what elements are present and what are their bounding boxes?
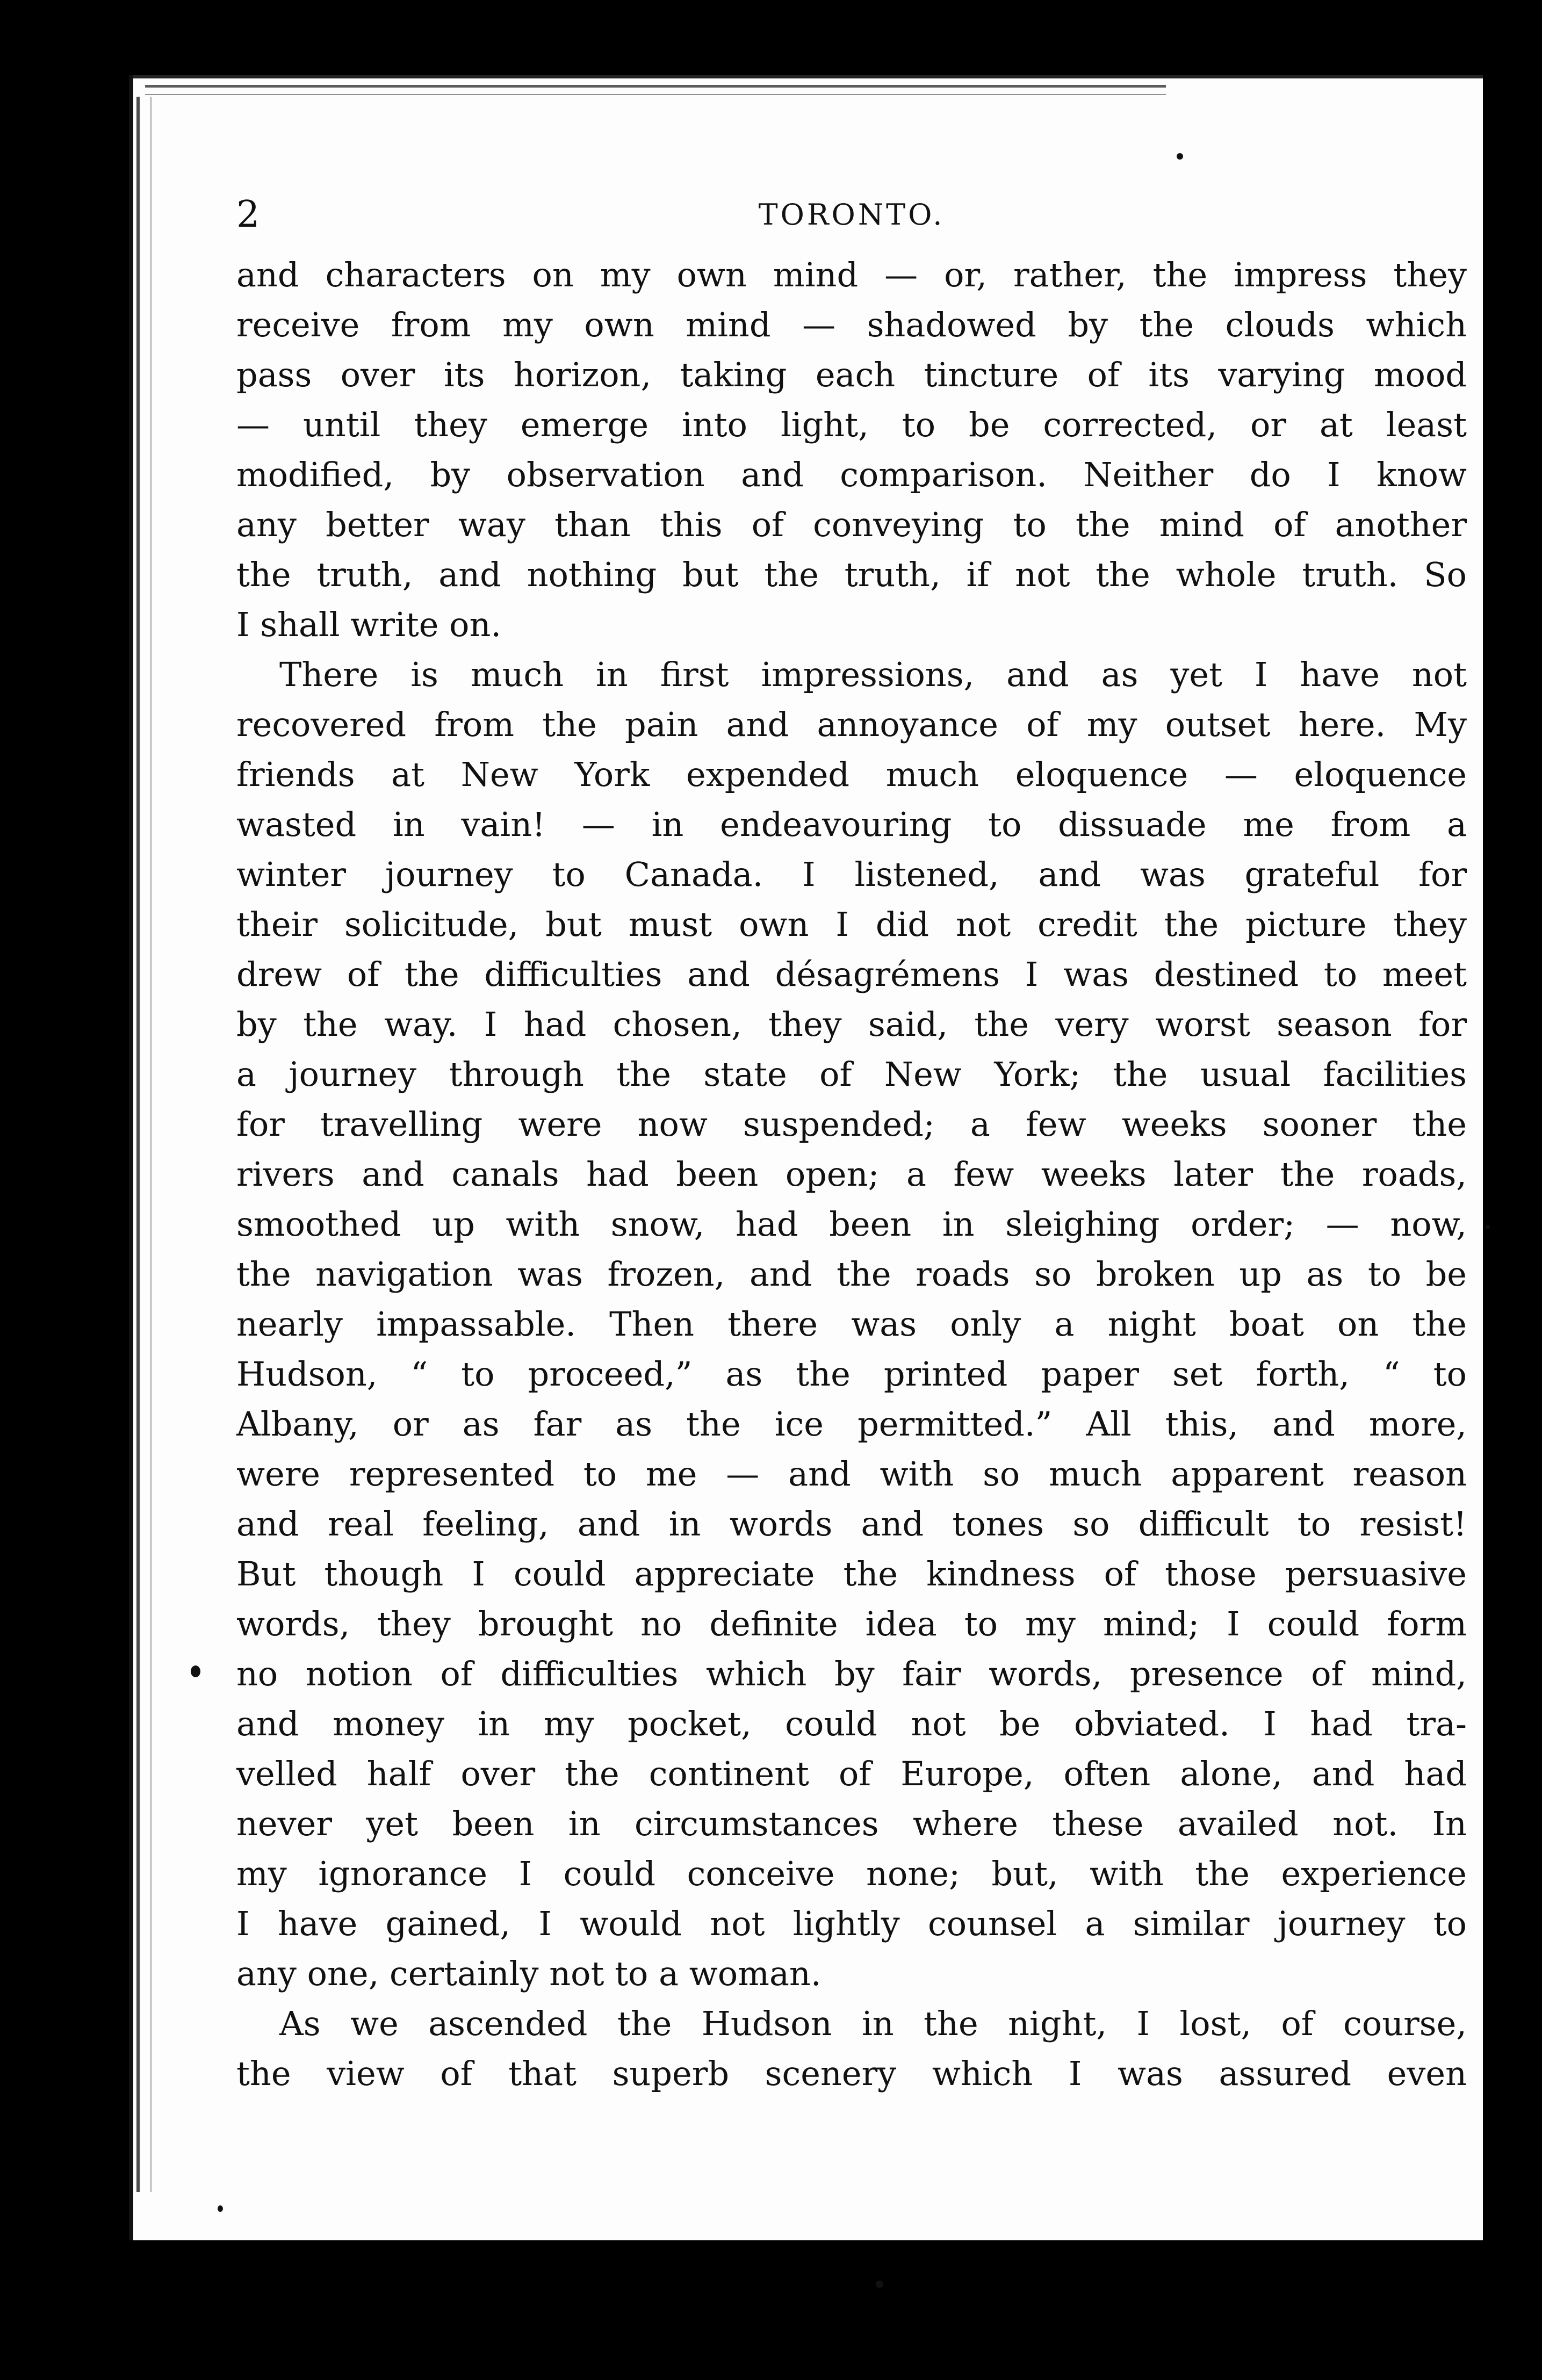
text-line: pass over its horizon, taking each tincture of its varying mood xyxy=(236,355,1467,394)
text-line: no notion of difficulties which by fair words, presence of mind, xyxy=(236,1654,1467,1693)
text-line: winter journey to Canada. I listened, and was grateful for xyxy=(236,855,1467,894)
text-line: recovered from the pain and annoyance of my outset here. My xyxy=(236,705,1467,744)
text-line: and characters on my own mind — or, rather, the impress they xyxy=(236,255,1467,294)
body-text xyxy=(236,250,1467,2098)
ink-speck xyxy=(876,2281,883,2288)
text-line: As we ascended the Hudson in the night, I lost, of course, xyxy=(279,2004,1467,2043)
text-line: I have gained, I would not lightly counsel a similar journey to xyxy=(236,1904,1467,1943)
ink-speck xyxy=(191,1665,200,1677)
text-line: velled half over the continent of Europe, often alone, and had xyxy=(236,1754,1467,1793)
text-line: never yet been in circumstances where these availed not. In xyxy=(236,1804,1467,1843)
text-line: for travelling were now suspended; a few weeks sooner the xyxy=(236,1105,1467,1144)
text-line: smoothed up with snow, had been in sleighing order; — now, xyxy=(236,1205,1467,1244)
text-line: friends at New York expended much eloquence — eloquence xyxy=(236,755,1467,794)
text-line: receive from my own mind — shadowed by the clouds which xyxy=(236,305,1467,344)
text-line: rivers and canals had been open; a few weeks later the roads, xyxy=(236,1155,1467,1194)
text-line: the view of that superb scenery which I was assured even xyxy=(236,2054,1467,2093)
text-line: by the way. I had chosen, they said, the very worst season for xyxy=(236,1005,1467,1044)
text-line: Albany, or as far as the ice permitted.” All this, and more, xyxy=(236,1404,1467,1444)
text-line: modified, by observation and comparison. Neither do I know xyxy=(236,455,1467,494)
text-line: There is much in first impressions, and as yet I have not xyxy=(279,655,1467,694)
text-line: — until they emerge into light, to be corrected, or at least xyxy=(236,405,1467,444)
text-line: a journey through the state of New York; the usual facilities xyxy=(236,1055,1467,1094)
gutter-edge xyxy=(136,97,152,2192)
text-line: the navigation was frozen, and the roads so broken up as to be xyxy=(236,1254,1467,1294)
text-line: I shall write on. xyxy=(236,605,502,644)
text-line: Hudson, “ to proceed,” as the printed paper set forth, “ to xyxy=(236,1354,1467,1394)
ink-speck xyxy=(1177,153,1183,160)
text-line: and money in my pocket, could not be obviated. I had tra- xyxy=(236,1704,1467,1743)
text-line: my ignorance I could conceive none; but, with the experience xyxy=(236,1854,1467,1893)
page-header xyxy=(236,188,1467,247)
running-head: TORONTO. xyxy=(758,198,945,232)
text-line: and real feeling, and in words and tones so difficult to resist! xyxy=(236,1504,1467,1544)
text-line: But though I could appreciate the kindness of those persuasive xyxy=(236,1554,1467,1593)
text-line: wasted in vain! — in endeavouring to dissuade me from a xyxy=(236,805,1467,844)
text-line: drew of the difficulties and désagrémens I was destined to meet xyxy=(236,955,1467,994)
text-line: words, they brought no definite idea to my mind; I could form xyxy=(236,1604,1467,1643)
torn-top-edge xyxy=(145,85,1166,95)
text-line: any one, certainly not to a woman. xyxy=(236,1954,822,1993)
text-line: nearly impassable. Then there was only a night boat on the xyxy=(236,1304,1467,1344)
text-line: any better way than this of conveying to the mind of another xyxy=(236,505,1467,544)
text-line: were represented to me — and with so much apparent reason xyxy=(236,1454,1467,1494)
ink-speck xyxy=(218,2205,223,2212)
ink-speck xyxy=(1486,1225,1490,1229)
page-number: 2 xyxy=(236,193,260,236)
text-line: their solicitude, but must own I did not credit the picture they xyxy=(236,905,1467,944)
text-line: the truth, and nothing but the truth, if not the whole truth. So xyxy=(236,555,1467,594)
